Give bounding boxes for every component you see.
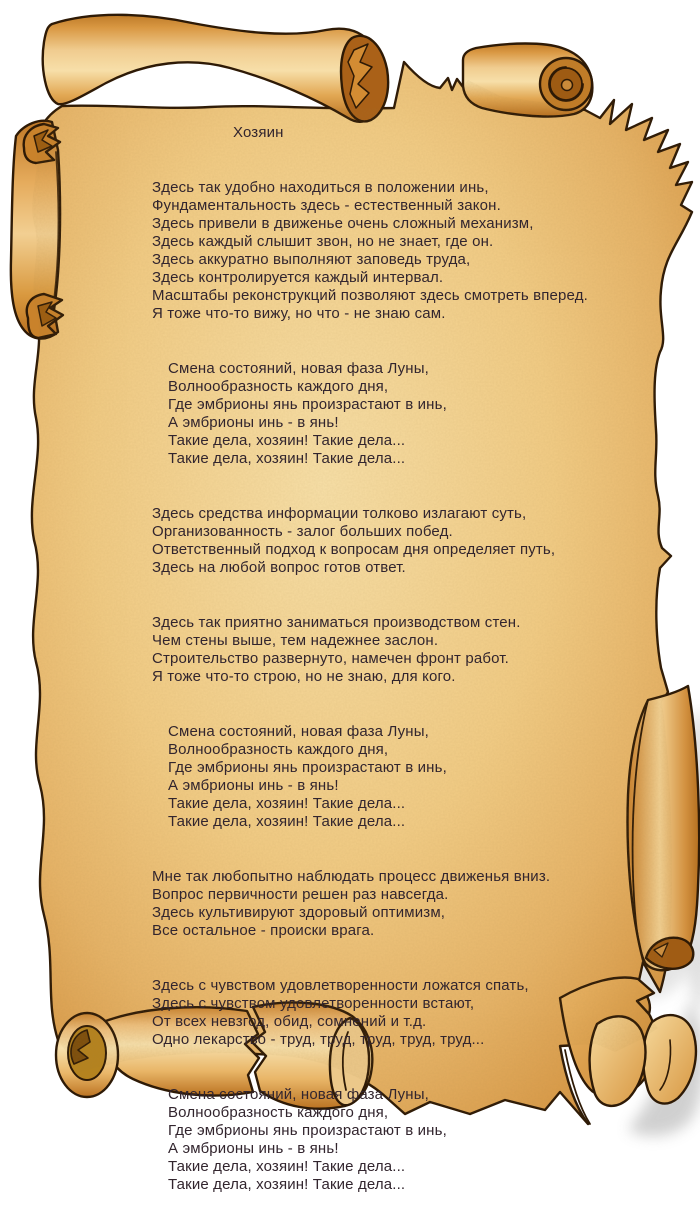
stanza-verse-5: Здесь с чувством удовлетворенности ложатся спать, Здесь с чувством удовлетворенности встают, От всех невзгод, обид, сомнений и т.д. Одно лекарство - труд, труд, труд, труд, труд... [152, 977, 529, 1048]
stanza-chorus-2: Смена состояний, новая фаза Луны, Волнообразность каждого дня, Где эмбрионы янь произрастают в инь, А эмбрионы инь - в янь! Такие дела, хозяин! Такие дела... Такие дела, хозяин! Такие дела... [168, 723, 447, 830]
stanza-verse-1: Здесь так удобно находиться в положении инь, Фундаментальность здесь - естественный закон. Здесь привели в движенье очень сложный механизм, Здесь каждый слышит звон, но не знает, где он. Здесь аккуратно выполняют заповедь труда, Здесь контролируется каждый интервал. Масштабы реконструкций позволяют здесь смотреть вперед. Я тоже что-то вижу, но что - не знаю сам. [152, 179, 588, 322]
stanza-verse-3: Здесь так приятно заниматься производством стен. Чем стены выше, тем надежнее заслон. Строительство развернуто, намечен фронт работ. Я тоже что-то строю, но не знаю, для кого. [152, 614, 521, 685]
song-title: Хозяин [233, 124, 284, 141]
stanza-chorus-1: Смена состояний, новая фаза Луны, Волнообразность каждого дня, Где эмбрионы янь произрастают в инь, А эмбрионы инь - в янь! Такие дела, хозяин! Такие дела... Такие дела, хозяин! Такие дела... [168, 360, 447, 467]
stanza-verse-4: Мне так любопытно наблюдать процесс движенья вниз. Вопрос первичности решен раз навсегда. Здесь культивируют здоровый оптимизм, Все остальное - происки врага. [152, 868, 551, 939]
stanza-verse-2: Здесь средства информации толково излагают суть, Организованность - залог больших побед. Ответственный подход к вопросам дня определяет путь, Здесь на любой вопрос готов ответ. [152, 505, 556, 576]
lyrics [152, 106, 632, 1212]
stanza-chorus-3: Смена состояний, новая фаза Луны, Волнообразность каждого дня, Где эмбрионы янь произрастают в инь, А эмбрионы инь - в янь! Такие дела, хозяин! Такие дела... Такие дела, хозяин! Такие дела... [168, 1086, 447, 1193]
